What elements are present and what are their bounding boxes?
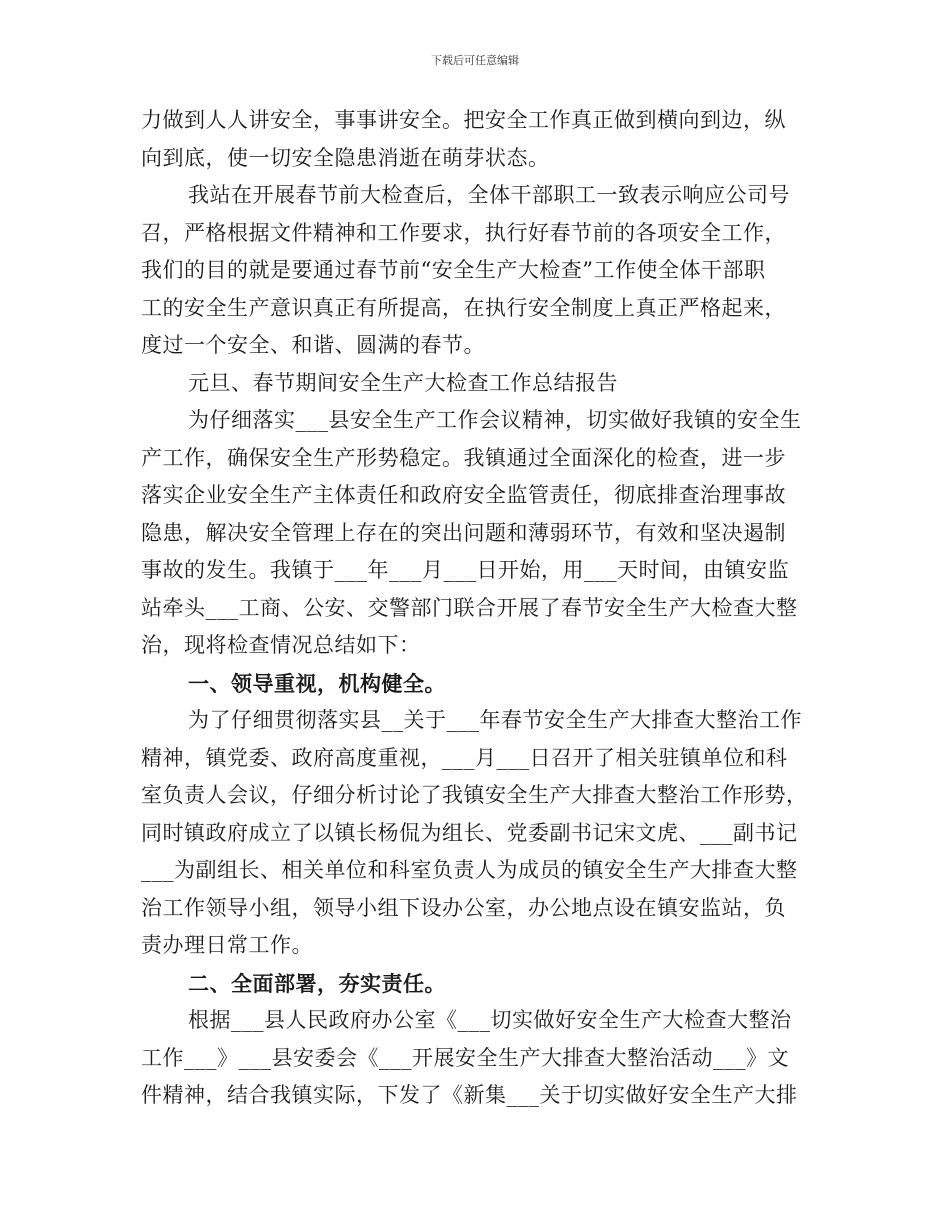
paragraph-line: 召，严格根据文件精神和工作要求，执行好春节前的各项安全工作， (141, 220, 786, 245)
paragraph-line: 为了仔细贯彻落实县__关于___年春节安全生产大排查大整治工作 (188, 708, 802, 732)
paragraph-line: 向到底，使一切安全隐患消逝在萌芽状态。 (141, 145, 550, 170)
paragraph-line: 室负责人会议，仔细分析讨论了我镇安全生产大排查大整治工作形势， (141, 783, 808, 807)
paragraph-line: 元旦、春节期间安全生产大检查工作总结报告 (188, 370, 618, 395)
paragraph-line: 为仔细落实___县安全生产工作会议精神，切实做好我镇的安全生 (188, 408, 802, 432)
paragraph-line: 精神，镇党委、政府高度重视，___月___日召开了相关驻镇单位和科 (141, 745, 788, 770)
document-body (141, 102, 811, 1115)
page-header: 下载后可任意编辑 (431, 54, 519, 67)
paragraph-line: 我们的目的就是要通过春节前“安全生产大检查”工作使全体干部职 (141, 258, 766, 282)
paragraph-line: 工的安全生产意识真正有所提高，在执行安全制度上真正严格起来， (141, 295, 786, 320)
section-heading: 二、全面部署，夯实责任。 (188, 970, 446, 996)
paragraph-line: 隐患，解决安全管理上存在的突出问题和薄弱环节，有效和坚决遏制 (141, 520, 786, 545)
paragraph-line: 度过一个安全、和谐、圆满的春节。 (141, 333, 485, 357)
paragraph-line: 同时镇政府成立了以镇长杨侃为组长、党委副书记宋文虎、___副书记 (141, 820, 798, 845)
paragraph-line: 落实企业安全生产主体责任和政府安全监管责任，彻底排查治理事故 (141, 483, 786, 507)
paragraph-line: 件精神，结合我镇实际，下发了《新集___关于切实做好安全生产大排 (141, 1083, 798, 1107)
paragraph-line: 治，现将检查情况总结如下： (141, 633, 421, 657)
paragraph-line: 工作___》___县安委会《___开展安全生产大排查大整治活动___》文 (141, 1045, 789, 1070)
paragraph-line: 根据___县人民政府办公室《___切实做好安全生产大检查大整治 (188, 1008, 792, 1032)
paragraph-line: ___为副组长、相关单位和科室负责人为成员的镇安全生产大排查大整 (141, 858, 798, 882)
paragraph-line: 事故的发生。我镇于___年___月___日开始，用___天时间，由镇安监 (141, 558, 789, 582)
paragraph-line: 产工作，确保安全生产形势稳定。我镇通过全面深化的检查，进一步 (141, 445, 786, 470)
paragraph-line: 站牵头___工商、公安、交警部门联合开展了春节安全生产大检查大整 (141, 595, 798, 620)
paragraph-line: 我站在开展春节前大检查后，全体干部职工一致表示响应公司号 (188, 183, 790, 207)
section-heading: 一、领导重视，机构健全。 (188, 670, 446, 696)
paragraph-line: 治工作领导小组，领导小组下设办公室，办公地点设在镇安监站，负 (141, 895, 786, 920)
paragraph-line: 责办理日常工作。 (141, 933, 313, 957)
paragraph-line: 力做到人人讲安全，事事讲安全。把安全工作真正做到横向到边，纵 (141, 108, 786, 132)
